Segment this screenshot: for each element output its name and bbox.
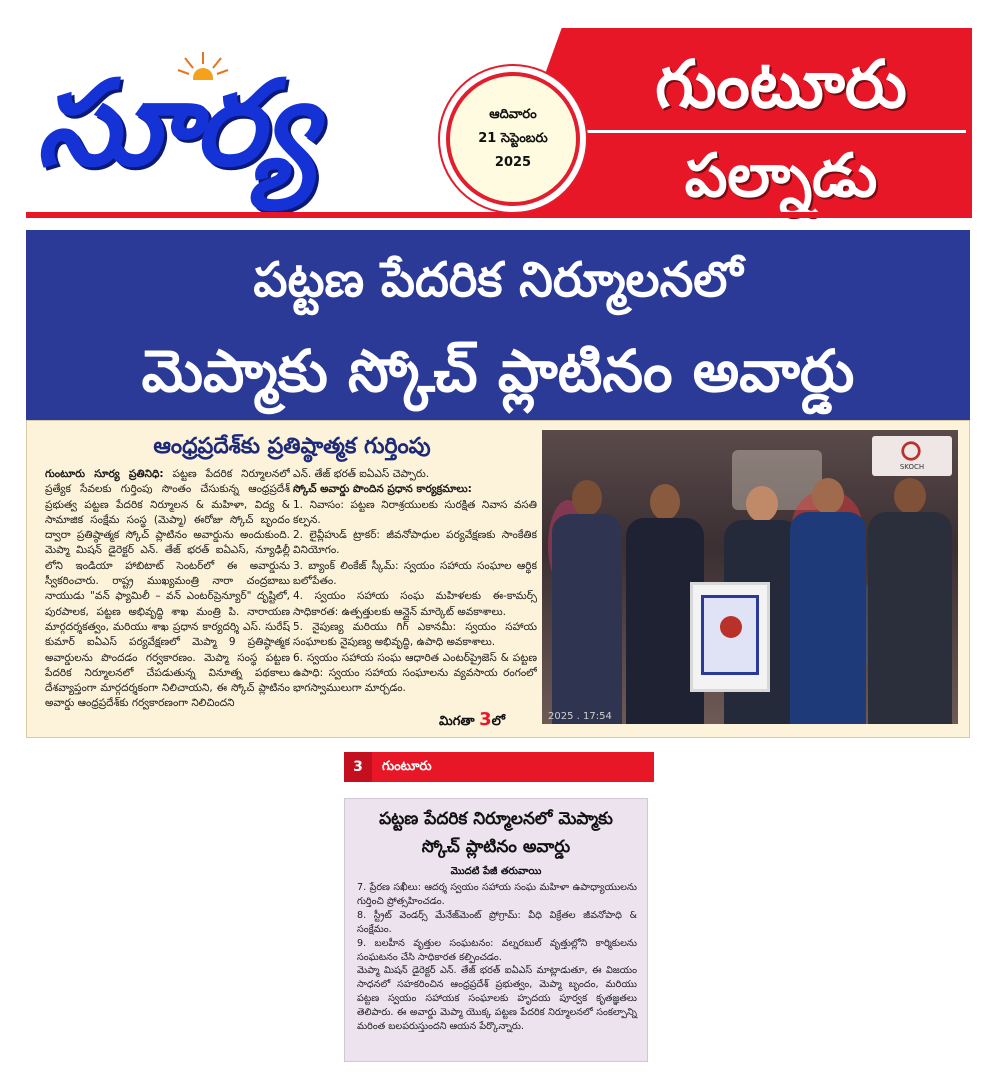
edition-divider (576, 130, 966, 133)
award-photo (542, 430, 958, 724)
photo-timestamp: 2025 . 17:54 (548, 711, 612, 722)
programs-heading: స్కోచ్ అవార్డు పొందిన ప్రధాన కార్యక్రమాలు: (293, 483, 472, 496)
headline-line-2: మెప్మాకు స్కోచ్ ప్లాటినం అవార్డు (141, 337, 855, 405)
program-item: 4. స్వయం సహాయ సంఘ మహిళలకు ఈ-కామర్స్ సాధికారత: ఉత్పత్తులకు ఆన్లైన్ మార్కెట్ అవకాశాలు. (293, 590, 537, 618)
article-subhead: ఆంధ్రప్రదేశ్‌కు ప్రతిష్ఠాత్మక గుర్తింపు (153, 434, 431, 459)
continued-paragraph: 7. ప్రేరణ సఖీలు: ఆదర్శ స్వయం సహాయ సంఘ మహిళా ఉపాధ్యాయులను గుర్తించి ప్రోత్సహించడం. (357, 882, 637, 907)
program-item: 5. నైపుణ్య మరియు గిగ్ ఎకానమీ: స్వయం సహాయ సంఘాలకు నైపుణ్య అభివృద్ధి, ఉపాధి అవకాశాలు. (293, 620, 537, 649)
headline-banner (26, 230, 970, 420)
skoch-logo-icon (900, 440, 922, 462)
continued-title-2: స్కోచ్ ప్లాటినం అవార్డు (421, 837, 571, 857)
event-banner-text: SKOCH (899, 463, 925, 471)
person (552, 480, 622, 724)
person (868, 478, 952, 724)
page-label (344, 752, 654, 782)
date-year: 2025 (494, 155, 532, 170)
continued-paragraph: 8. స్ట్రీట్ వెండర్స్ మేనేజ్‌మెంట్ ప్రోగ్రామ్: వీధి విక్రేతల జీవనోపాధి & సంక్షేమం. (357, 909, 637, 935)
article-column-1 (45, 467, 290, 731)
edition-name-2: పల్నాడు (684, 141, 878, 211)
event-banner (872, 436, 952, 476)
continued-article (344, 798, 648, 1062)
page-section: గుంటూరు (382, 759, 432, 774)
continued-from-label: మొదటి పేజీ తరువాయి (450, 866, 542, 877)
program-item: 3. బ్యాంక్ లింకేజ్ స్కీమ్: స్వయం సహాయ సంఘాల ఆర్థిక బలోపేతం. (293, 559, 537, 588)
award-seal-icon (720, 616, 742, 638)
continued-paragraph: మెప్మా మిషన్ డైరెక్టర్ ఎన్. తేజ్ భరత్ ఐఏఎస్ మాట్లాడుతూ, ఈ విజయం సాధనలో సహకరించిన ఆంధ్రప్రదేశ్ ప్రభుత్వం, మెప్మా బృందం, మరియు పట్టణ స్వయం సహాయక సంఘాలకు హృదయ పూర్వక కృతజ్ఞతలు తెలిపారు. ఈ అవార్డు మెప్మా యొక్క పట్టణ పేదరిక నిర్మూలనలో సంకల్పాన్ని మరింత బలపరుస్తుందని ఆయన పేర్కొన్నారు. (357, 965, 637, 1033)
masthead (26, 28, 972, 218)
headline-line-1: పట్టణ పేదరిక నిర్మూలనలో (253, 252, 743, 308)
continued-paragraph: 9. బలహీన వృత్తుల సంఘటనం: వల్నరబుల్ వృత్తుల్లోని కార్మికులను సంఘటనం చేసి సాధికారత కల్పించడం. (357, 937, 637, 963)
person (790, 478, 866, 724)
article-col1-text: పట్టణ పేదరిక నిర్మూలనలో ప్రత్యేక సేవలకు గుర్తింపు సొంతం చేసుకున్న ఆంధ్రప్రదేశ్ ప్రభుత్వ పట్టణ పేదరిక నిర్మూలన & మహిళా, విద్య & సామాజిక సంక్షేమ సంస్థ (మెప్మా) ఈరోజు స్కోచ్ బృందం ద్వారా ప్రతిష్ఠాత్మక స్కోచ్ ప్లాటినం అవార్డును అందుకుంది. మెప్మా మిషన్ డైరెక్టర్ ఎన్. తేజ్ భరత్ ఐఏఎస్, న్యూఢిల్లీ లోని ఇండియా హాబిటాట్ సెంటర్‌లో ఈ అవార్డును స్వీకరించారు. రాష్ట్ర ముఖ్యమంత్రి నారా చంద్రబాబు నాయుడు "వన్ ఫ్యామిలీ – వన్ ఎంటర్‌ప్రెన్యూర్" దృష్టిలో, పురపాలక, పట్టణ అభివృద్ధి శాఖ మంత్రి పి. నారాయణ మార్గదర్శకత్వం, మరియు శాఖ ప్రధాన కార్యదర్శి ఎస్. సురేష్ కుమార్ ఐఏఎస్ పర్యవేక్షణలో మెప్మా 9 ప్రతిష్ఠాత్మక అవార్డులను పొందడం గర్వకారణం. మెప్మా సంస్థ పట్టణ పేదరిక నిర్మూలనలో చేపడుతున్న వినూత్న పథకాలు దేశవ్యాప్తంగా మార్గదర్శకంగా నిలిచాయని, ఈ స్కోచ్ ప్లాటినం అవార్డు ఆంధ్రప్రదేశ్‌కు గర్వకారణంగా నిలిచిందని (45, 468, 290, 710)
program-item: 2. లైవ్లీహుడ్ ట్రాకర్: జీవనోపాధుల పర్యవేక్షణకు సాంకేతిక వినియోగం. (293, 529, 537, 557)
date-day: ఆదివారం (489, 107, 537, 122)
date-badge (446, 72, 580, 206)
continued-label: మిగతా (439, 714, 475, 729)
continued-title-1: పట్టణ పేదరిక నిర్మూలనలో మెప్మాకు (379, 809, 613, 829)
program-item: 6. స్వయం సహాయ సంఘ ఆధారిత ఎంటర్‌ప్రైజెస్ & పట్టణ ఉపాధి: స్వయం సహాయ సంఘాలను వ్యవసాయ రంగంలో భాగస్వాములుగా మార్చడం. (293, 651, 537, 695)
continued-suffix: లో (491, 714, 505, 729)
newspaper-logo (26, 28, 456, 218)
award-plaque (690, 582, 770, 692)
edition-name-1: గుంటూరు (655, 46, 907, 123)
logo-text: సూర్య (36, 54, 314, 192)
article-col2-intro: ఎన్. తేజ్ భరత్ ఐఏఎస్ చెప్పారు. (293, 468, 430, 480)
continued-link[interactable] (439, 709, 539, 731)
masthead-rule (26, 212, 972, 218)
continued-page: 3 (479, 709, 492, 730)
date-date: 21 సెప్టెంబరు (478, 131, 548, 146)
program-item: 1. నివాసం: పట్టణ నిరాశ్రయులకు సురక్షిత నివాస వసతి కల్పన. (293, 498, 537, 526)
article-byline: గుంటూరు సూర్య ప్రతినిధి: (45, 468, 164, 480)
article-column-2 (293, 467, 537, 731)
page-number: 3 (344, 752, 372, 782)
continued-body (357, 881, 637, 1034)
